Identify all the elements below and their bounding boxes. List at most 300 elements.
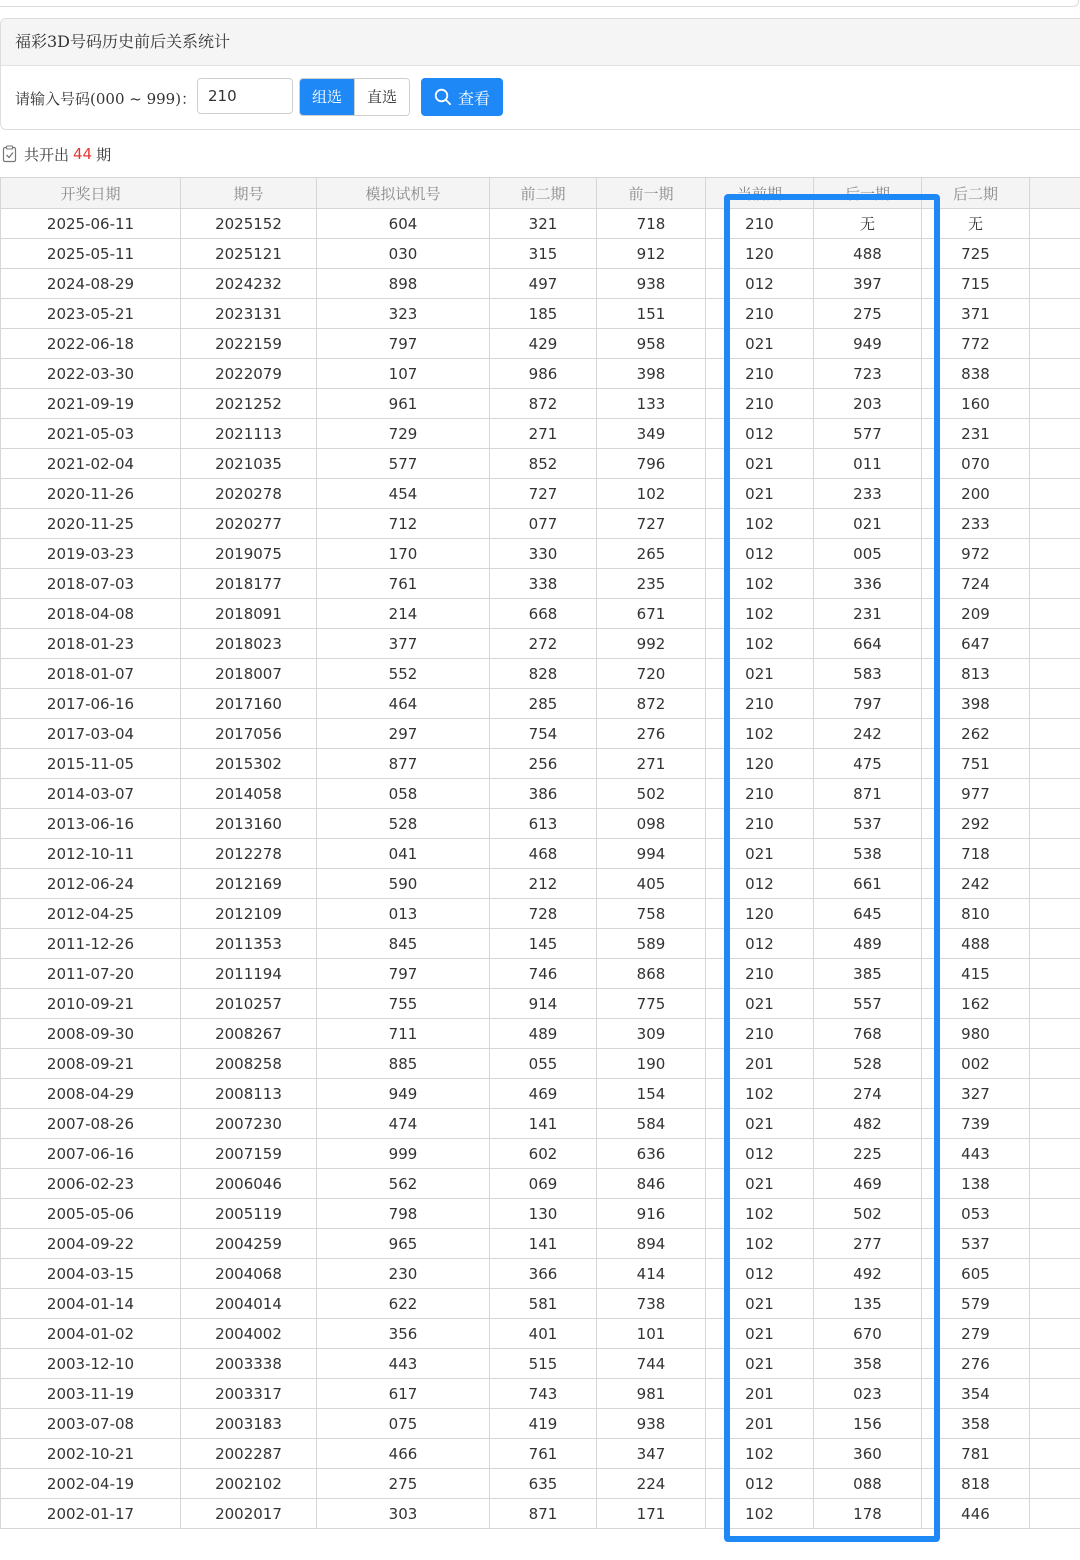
- table-row: [1, 809, 1080, 839]
- table-cell: 276: [922, 1349, 1030, 1379]
- table-cell: 602: [490, 1139, 597, 1169]
- table-cell: 718: [922, 839, 1030, 869]
- table-cell: 720: [597, 659, 706, 689]
- table-cell: 2013-06-16: [1, 809, 181, 839]
- table-cell: 210: [706, 809, 814, 839]
- table-cell: 718: [597, 209, 706, 239]
- table-cell: 2014058: [181, 779, 317, 809]
- table-cell: 233: [814, 479, 922, 509]
- table-body: [1, 209, 1080, 1529]
- table-cell: 2018-01-23: [1, 629, 181, 659]
- table-cell: 242: [814, 719, 922, 749]
- table-cell: 358: [922, 1409, 1030, 1439]
- table-cell: 2008-04-29: [1, 1079, 181, 1109]
- table-cell: 349: [597, 419, 706, 449]
- table-row: [1, 509, 1080, 539]
- table-cell: 021: [706, 1349, 814, 1379]
- table-cell: 2025-06-11: [1, 209, 181, 239]
- table-cell: 021: [706, 659, 814, 689]
- table-row: [1, 599, 1080, 629]
- table-row: [1, 719, 1080, 749]
- table-cell-extra: [1030, 479, 1080, 509]
- table-cell: 107: [317, 359, 490, 389]
- table-cell: 012: [706, 1139, 814, 1169]
- table-cell: 715: [922, 269, 1030, 299]
- table-cell: 2005-05-06: [1, 1199, 181, 1229]
- table-cell: 141: [490, 1109, 597, 1139]
- table-cell-extra: [1030, 1049, 1080, 1079]
- table-cell: 151: [597, 299, 706, 329]
- table-cell: 2021-02-04: [1, 449, 181, 479]
- table-cell: 446: [922, 1499, 1030, 1529]
- table-cell: 977: [922, 779, 1030, 809]
- table-cell: 292: [922, 809, 1030, 839]
- table-cell: 2021-05-03: [1, 419, 181, 449]
- table-cell: 154: [597, 1079, 706, 1109]
- table-cell: 271: [490, 419, 597, 449]
- table-cell: 744: [597, 1349, 706, 1379]
- table-cell-extra: [1030, 1139, 1080, 1169]
- table-cell: 949: [317, 1079, 490, 1109]
- column-header: 前二期: [490, 178, 597, 209]
- query-label: 请输入号码(000 ~ 999)：: [15, 90, 197, 108]
- table-cell: 2006-02-23: [1, 1169, 181, 1199]
- table-cell-extra: [1030, 299, 1080, 329]
- table-cell: 557: [814, 989, 922, 1019]
- table-cell: 2018023: [181, 629, 317, 659]
- table-cell: 2012-10-11: [1, 839, 181, 869]
- table-cell: 2011-07-20: [1, 959, 181, 989]
- table-cell: 171: [597, 1499, 706, 1529]
- table-cell: 2007230: [181, 1109, 317, 1139]
- table-cell: 276: [597, 719, 706, 749]
- table-row: [1, 209, 1080, 239]
- table-cell: 002: [922, 1049, 1030, 1079]
- table-cell: 965: [317, 1229, 490, 1259]
- table-cell: 无: [922, 209, 1030, 239]
- table-cell: 492: [814, 1259, 922, 1289]
- table-cell: 358: [814, 1349, 922, 1379]
- top-border-strip: [0, 0, 1079, 7]
- table-cell: 671: [597, 599, 706, 629]
- table-cell: 011: [814, 449, 922, 479]
- table-cell: 075: [317, 1409, 490, 1439]
- table-cell-extra: [1030, 809, 1080, 839]
- table-cell: 590: [317, 869, 490, 899]
- table-cell: 2012-06-24: [1, 869, 181, 899]
- column-header: 开奖日期: [1, 178, 181, 209]
- table-cell: 224: [597, 1469, 706, 1499]
- table-cell: 2004-01-14: [1, 1289, 181, 1319]
- table-cell: 838: [922, 359, 1030, 389]
- table-cell: 120: [706, 749, 814, 779]
- table-cell: 102: [706, 509, 814, 539]
- table-cell-extra: [1030, 1199, 1080, 1229]
- table-cell-extra: [1030, 1169, 1080, 1199]
- column-header: 模拟试机号: [317, 178, 490, 209]
- table-cell: 845: [317, 929, 490, 959]
- table-row: [1, 689, 1080, 719]
- table-cell: 013: [317, 899, 490, 929]
- table-cell: 2018-04-08: [1, 599, 181, 629]
- table-cell-extra: [1030, 1079, 1080, 1109]
- table-cell: 711: [317, 1019, 490, 1049]
- table-cell: 584: [597, 1109, 706, 1139]
- table-cell: 101: [597, 1319, 706, 1349]
- table-cell: 309: [597, 1019, 706, 1049]
- table-cell: 2021252: [181, 389, 317, 419]
- table-cell: 454: [317, 479, 490, 509]
- table-cell-extra: [1030, 389, 1080, 419]
- table-cell: 728: [490, 899, 597, 929]
- table-cell: 2022-06-18: [1, 329, 181, 359]
- table-row: [1, 539, 1080, 569]
- table-cell: 871: [490, 1499, 597, 1529]
- table-cell: 725: [922, 239, 1030, 269]
- table-row: [1, 1469, 1080, 1499]
- table-cell: 2017160: [181, 689, 317, 719]
- table-cell: 021: [706, 449, 814, 479]
- table-cell: 772: [922, 329, 1030, 359]
- table-cell: 605: [922, 1259, 1030, 1289]
- table-cell: 852: [490, 449, 597, 479]
- table-cell: 053: [922, 1199, 1030, 1229]
- table-cell: 185: [490, 299, 597, 329]
- table-cell: 552: [317, 659, 490, 689]
- table-header-row: [1, 178, 1080, 209]
- table-cell: 021: [706, 1289, 814, 1319]
- table-cell: 2015-11-05: [1, 749, 181, 779]
- table-cell: 443: [922, 1139, 1030, 1169]
- table-cell: 2022-03-30: [1, 359, 181, 389]
- table-cell: 797: [317, 329, 490, 359]
- column-header: [1030, 178, 1080, 209]
- table-cell: 210: [706, 359, 814, 389]
- table-cell: 2025-05-11: [1, 239, 181, 269]
- table-row: [1, 1289, 1080, 1319]
- query-form: [1, 66, 1080, 130]
- table-cell: 178: [814, 1499, 922, 1529]
- table-cell: 961: [317, 389, 490, 419]
- table-cell: 021: [706, 1319, 814, 1349]
- table-cell: 488: [922, 929, 1030, 959]
- table-cell: 330: [490, 539, 597, 569]
- table-cell-extra: [1030, 899, 1080, 929]
- table-cell: 021: [706, 329, 814, 359]
- table-cell: 2018091: [181, 599, 317, 629]
- table-cell: 2022159: [181, 329, 317, 359]
- table-cell: 138: [922, 1169, 1030, 1199]
- table-cell: 2018007: [181, 659, 317, 689]
- table-cell: 098: [597, 809, 706, 839]
- view-button[interactable]: [421, 78, 503, 116]
- table-cell-extra: [1030, 629, 1080, 659]
- table-cell: 781: [922, 1439, 1030, 1469]
- table-cell-extra: [1030, 1259, 1080, 1289]
- summary-suffix: 期: [96, 145, 112, 164]
- table-cell: 021: [706, 989, 814, 1019]
- table-cell: 130: [490, 1199, 597, 1229]
- table-cell: 190: [597, 1049, 706, 1079]
- table-row: [1, 659, 1080, 689]
- number-input[interactable]: [197, 78, 293, 114]
- table-cell: 415: [922, 959, 1030, 989]
- table-cell-extra: [1030, 539, 1080, 569]
- table-cell: 871: [814, 779, 922, 809]
- table-cell: 761: [490, 1439, 597, 1469]
- table-cell: 235: [597, 569, 706, 599]
- table-cell: 2007-08-26: [1, 1109, 181, 1139]
- table-cell: 668: [490, 599, 597, 629]
- table-cell: 914: [490, 989, 597, 1019]
- table-cell: 2018-07-03: [1, 569, 181, 599]
- table-cell: 2020-11-26: [1, 479, 181, 509]
- table-cell: 635: [490, 1469, 597, 1499]
- table-cell: 958: [597, 329, 706, 359]
- table-cell: 2003-11-19: [1, 1379, 181, 1409]
- column-header: 后二期: [922, 178, 1030, 209]
- table-cell: 2011353: [181, 929, 317, 959]
- table-cell: 2008-09-30: [1, 1019, 181, 1049]
- table-cell: 102: [706, 1439, 814, 1469]
- table-row: [1, 1439, 1080, 1469]
- table-row: [1, 1349, 1080, 1379]
- table-cell: 661: [814, 869, 922, 899]
- table-cell: 755: [317, 989, 490, 1019]
- table-cell: 145: [490, 929, 597, 959]
- table-cell: 005: [814, 539, 922, 569]
- table-cell: 2012-04-25: [1, 899, 181, 929]
- table-cell: 012: [706, 1469, 814, 1499]
- table-row: [1, 329, 1080, 359]
- table-cell: 277: [814, 1229, 922, 1259]
- table-cell-extra: [1030, 509, 1080, 539]
- table-cell: 469: [814, 1169, 922, 1199]
- table-cell: 212: [490, 869, 597, 899]
- table-cell: 021: [706, 1169, 814, 1199]
- table-cell-extra: [1030, 1319, 1080, 1349]
- table-cell: 2017-06-16: [1, 689, 181, 719]
- table-cell-extra: [1030, 989, 1080, 1019]
- table-cell: 371: [922, 299, 1030, 329]
- table-cell: 898: [317, 269, 490, 299]
- table-cell: 2018177: [181, 569, 317, 599]
- table-cell: 323: [317, 299, 490, 329]
- table-cell: 102: [706, 1199, 814, 1229]
- table-cell: 2005119: [181, 1199, 317, 1229]
- table-cell: 012: [706, 929, 814, 959]
- table-cell: 2017-03-04: [1, 719, 181, 749]
- table-cell-extra: [1030, 1409, 1080, 1439]
- table-cell: 102: [706, 1499, 814, 1529]
- table-row: [1, 1139, 1080, 1169]
- table-cell: 538: [814, 839, 922, 869]
- table-row: [1, 1109, 1080, 1139]
- table-row: [1, 389, 1080, 419]
- table-cell: 872: [597, 689, 706, 719]
- table-row: [1, 419, 1080, 449]
- table-cell: 231: [814, 599, 922, 629]
- table-cell: 2022079: [181, 359, 317, 389]
- table-cell-extra: [1030, 659, 1080, 689]
- table-cell: 489: [814, 929, 922, 959]
- table-row: [1, 899, 1080, 929]
- table-cell: 210: [706, 1019, 814, 1049]
- table-cell: 405: [597, 869, 706, 899]
- table-cell: 2019-03-23: [1, 539, 181, 569]
- panel-title: 福彩3D号码历史前后关系统计: [1, 19, 1080, 66]
- table-cell: 981: [597, 1379, 706, 1409]
- table-cell-extra: [1030, 569, 1080, 599]
- table-cell: 2003183: [181, 1409, 317, 1439]
- table-cell: 972: [922, 539, 1030, 569]
- table-cell: 622: [317, 1289, 490, 1319]
- table-row: [1, 239, 1080, 269]
- table-row: [1, 299, 1080, 329]
- table-cell-extra: [1030, 719, 1080, 749]
- table-cell: 321: [490, 209, 597, 239]
- table-cell: 231: [922, 419, 1030, 449]
- table-cell: 613: [490, 809, 597, 839]
- table-cell: 070: [922, 449, 1030, 479]
- table-cell-extra: [1030, 449, 1080, 479]
- table-cell: 225: [814, 1139, 922, 1169]
- table-cell-extra: [1030, 1229, 1080, 1259]
- table-cell: 617: [317, 1379, 490, 1409]
- table-cell-extra: [1030, 1379, 1080, 1409]
- table-cell: 758: [597, 899, 706, 929]
- table-cell: 012: [706, 1259, 814, 1289]
- table-cell: 885: [317, 1049, 490, 1079]
- view-button-label: 查看: [457, 88, 490, 108]
- table-cell: 482: [814, 1109, 922, 1139]
- table-cell: 992: [597, 629, 706, 659]
- table-cell: 2008258: [181, 1049, 317, 1079]
- table-cell: 242: [922, 869, 1030, 899]
- table-cell: 497: [490, 269, 597, 299]
- direct-select-button[interactable]: 直选: [354, 79, 409, 115]
- table-cell-extra: [1030, 269, 1080, 299]
- table-cell: 2023131: [181, 299, 317, 329]
- table-cell: 203: [814, 389, 922, 419]
- table-cell-extra: [1030, 1109, 1080, 1139]
- table-row: [1, 629, 1080, 659]
- table-cell: 210: [706, 779, 814, 809]
- table-row: [1, 1019, 1080, 1049]
- table-row: [1, 1259, 1080, 1289]
- table-cell: 210: [706, 299, 814, 329]
- table-cell: 528: [814, 1049, 922, 1079]
- table-cell: 023: [814, 1379, 922, 1409]
- table-cell: 877: [317, 749, 490, 779]
- table-cell: 102: [706, 629, 814, 659]
- table-row: [1, 1409, 1080, 1439]
- table-cell: 041: [317, 839, 490, 869]
- table-cell: 464: [317, 689, 490, 719]
- table-cell: 994: [597, 839, 706, 869]
- column-header: 当前期: [706, 178, 814, 209]
- table-cell: 156: [814, 1409, 922, 1439]
- table-cell: 2025152: [181, 209, 317, 239]
- table-cell: 2003-07-08: [1, 1409, 181, 1439]
- query-panel: [0, 18, 1080, 130]
- history-table: [0, 177, 1080, 1529]
- clipboard-check-icon: [2, 145, 18, 163]
- table-cell: 980: [922, 1019, 1030, 1049]
- table-cell: 012: [706, 419, 814, 449]
- table-cell-extra: [1030, 1499, 1080, 1529]
- column-header: 期号: [181, 178, 317, 209]
- table-cell-extra: [1030, 929, 1080, 959]
- table-cell: 272: [490, 629, 597, 659]
- table-cell: 796: [597, 449, 706, 479]
- table-cell: 537: [814, 809, 922, 839]
- table-cell: 230: [317, 1259, 490, 1289]
- table-cell: 366: [490, 1259, 597, 1289]
- table-row: [1, 1079, 1080, 1109]
- table-cell: 303: [317, 1499, 490, 1529]
- table-cell: 2004259: [181, 1229, 317, 1259]
- table-cell: 2012278: [181, 839, 317, 869]
- table-cell: 577: [317, 449, 490, 479]
- table-cell: 133: [597, 389, 706, 419]
- table-cell: 210: [706, 959, 814, 989]
- table-cell: 2019075: [181, 539, 317, 569]
- group-select-button[interactable]: 组选: [300, 79, 354, 115]
- table-cell: 401: [490, 1319, 597, 1349]
- table-cell: 2004002: [181, 1319, 317, 1349]
- table-cell: 201: [706, 1379, 814, 1409]
- table-cell: 999: [317, 1139, 490, 1169]
- table-cell: 894: [597, 1229, 706, 1259]
- table-row: [1, 1199, 1080, 1229]
- table-cell: 2025121: [181, 239, 317, 269]
- table-cell: 354: [922, 1379, 1030, 1409]
- table-cell: 233: [922, 509, 1030, 539]
- table-cell: 872: [490, 389, 597, 419]
- table-cell: 2013160: [181, 809, 317, 839]
- table-cell-extra: [1030, 599, 1080, 629]
- table-cell: 055: [490, 1049, 597, 1079]
- table-cell: 868: [597, 959, 706, 989]
- table-cell: 723: [814, 359, 922, 389]
- table-cell: 209: [922, 599, 1030, 629]
- table-cell: 581: [490, 1289, 597, 1319]
- history-table-container[interactable]: [0, 177, 1080, 1532]
- table-cell: 528: [317, 809, 490, 839]
- table-cell: 938: [597, 1409, 706, 1439]
- table-cell: 102: [706, 1079, 814, 1109]
- table-cell: 664: [814, 629, 922, 659]
- table-cell: 727: [490, 479, 597, 509]
- table-cell-extra: [1030, 239, 1080, 269]
- table-row: [1, 1049, 1080, 1079]
- table-cell-extra: [1030, 359, 1080, 389]
- table-cell: 012: [706, 869, 814, 899]
- table-cell: 2004-09-22: [1, 1229, 181, 1259]
- table-cell: 579: [922, 1289, 1030, 1319]
- table-cell: 916: [597, 1199, 706, 1229]
- table-cell: 210: [706, 689, 814, 719]
- table-cell: 135: [814, 1289, 922, 1319]
- table-cell-extra: [1030, 329, 1080, 359]
- table-cell: 537: [922, 1229, 1030, 1259]
- table-cell: 279: [922, 1319, 1030, 1349]
- table-cell: 2021-09-19: [1, 389, 181, 419]
- table-cell: 469: [490, 1079, 597, 1109]
- table-cell: 986: [490, 359, 597, 389]
- table-row: [1, 1229, 1080, 1259]
